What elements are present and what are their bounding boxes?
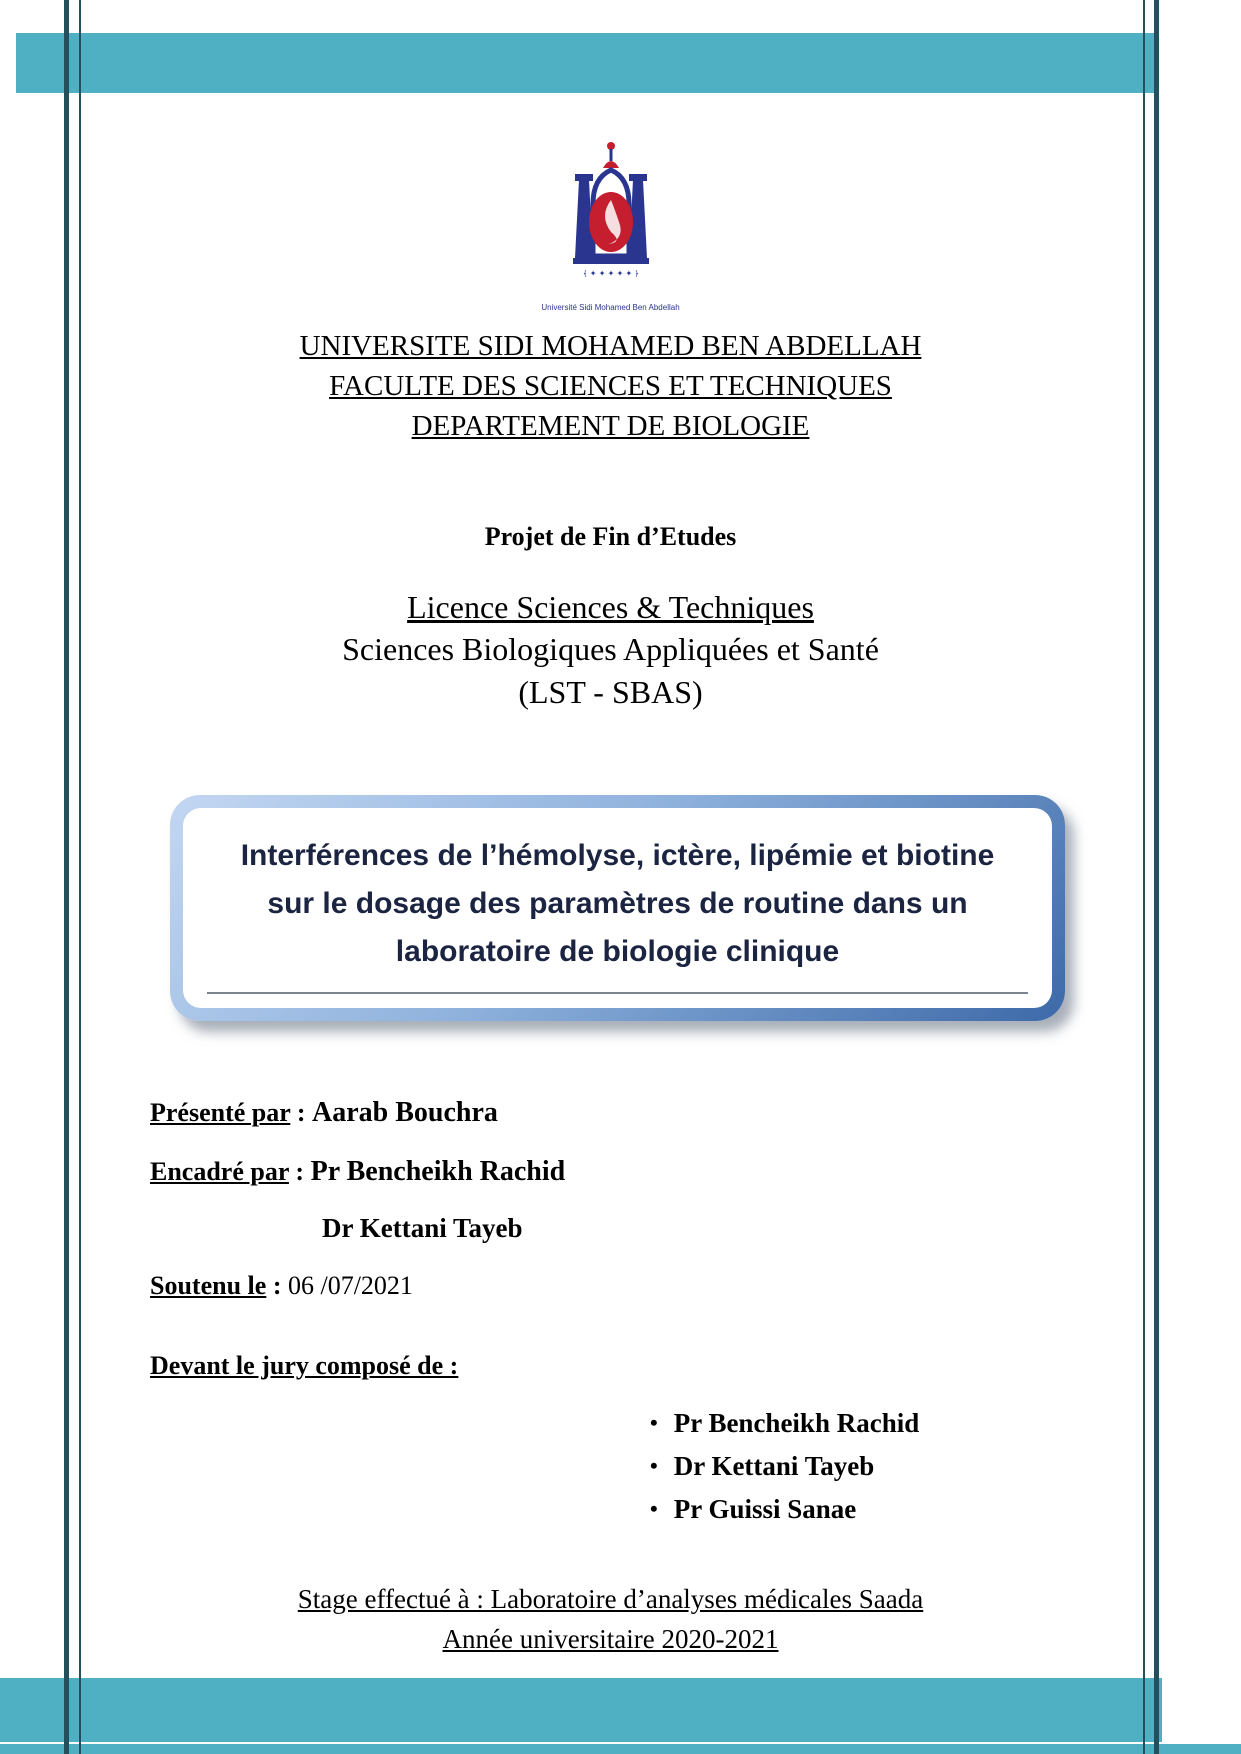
degree-speciality: Sciences Biologiques Appliquées et Santé bbox=[342, 631, 879, 668]
supervised-by-colon: : bbox=[288, 1156, 311, 1186]
jury-member-3: Pr Guissi Sanae bbox=[673, 1493, 857, 1524]
degree-abbreviation: (LST - SBAS) bbox=[518, 673, 703, 710]
university-emblem-icon bbox=[545, 138, 677, 296]
info-rows bbox=[90, 1097, 1131, 1525]
footer-lines bbox=[90, 1579, 1131, 1660]
thesis-title-line-3: laboratoire de biologie clinique bbox=[395, 934, 840, 968]
university-name: UNIVERSITE SIDI MOHAMED BEN ABDELLAH bbox=[299, 330, 922, 362]
presented-by-value: Aarab Bouchra bbox=[311, 1096, 498, 1128]
jury-heading-row bbox=[90, 1351, 1131, 1381]
defended-on-label: Soutenu le bbox=[150, 1270, 267, 1300]
thesis-title-box-inner bbox=[183, 808, 1052, 1008]
presented-by-row bbox=[90, 1097, 1131, 1129]
supervisor-1: Pr Bencheikh Rachid bbox=[310, 1155, 566, 1187]
jury-member-row bbox=[650, 1408, 1131, 1439]
bullet-icon: • bbox=[650, 1495, 658, 1521]
right-border-line-inner bbox=[1143, 0, 1145, 1754]
defended-on-colon: : bbox=[266, 1270, 288, 1300]
thesis-title-line-2: sur le dosage des paramètres de routine dans un bbox=[267, 886, 968, 920]
jury-member-row bbox=[650, 1451, 1131, 1482]
supervised-by-row bbox=[90, 1156, 1131, 1188]
university-headings bbox=[90, 326, 1131, 446]
project-type-label: Projet de Fin d’Etudes bbox=[484, 522, 737, 552]
jury-member-1: Pr Bencheikh Rachid bbox=[673, 1407, 920, 1438]
left-border-line-inner bbox=[79, 0, 81, 1754]
supervised-by-label: Encadré par bbox=[150, 1156, 289, 1186]
academic-year: Année universitaire 2020-2021 bbox=[442, 1624, 779, 1655]
internship-location: Stage effectué à : Laboratoire d’analyses médicales Saada bbox=[297, 1583, 924, 1614]
jury-list bbox=[90, 1408, 1131, 1525]
jury-member-2: Dr Kettani Tayeb bbox=[673, 1450, 875, 1481]
presented-by-colon: : bbox=[290, 1097, 312, 1127]
department-name: DEPARTEMENT DE BIOLOGIE bbox=[411, 410, 810, 443]
thesis-title bbox=[207, 832, 1028, 976]
jury-heading: Devant le jury composé de : bbox=[150, 1350, 459, 1380]
svg-text:﴾ ✦ ✦ ✦ ✦ ✦ ﴿: ﴾ ✦ ✦ ✦ ✦ ✦ ﴿ bbox=[582, 269, 639, 278]
defense-date: 06 /07/2021 bbox=[287, 1270, 413, 1300]
bottom-edge-band bbox=[0, 1744, 1241, 1754]
degree-title: Licence Sciences & Techniques bbox=[407, 589, 814, 626]
degree-block bbox=[90, 586, 1131, 713]
bottom-border-band bbox=[0, 1678, 1162, 1742]
presented-by-label: Présenté par bbox=[150, 1097, 291, 1127]
jury-member-row bbox=[650, 1494, 1131, 1525]
faculty-name: FACULTE DES SCIENCES ET TECHNIQUES bbox=[329, 370, 892, 403]
left-border-line-outer bbox=[64, 0, 69, 1754]
bullet-icon: • bbox=[650, 1409, 658, 1435]
thesis-title-line-1: Interférences de l’hémolyse, ictère, lipémie et biotine bbox=[240, 838, 995, 872]
title-box-rule bbox=[207, 992, 1028, 994]
supervisor-2: Dr Kettani Tayeb bbox=[322, 1212, 523, 1243]
defended-on-row bbox=[90, 1271, 1131, 1301]
thesis-title-box bbox=[170, 795, 1065, 1021]
logo-caption: Université Sidi Mohamed Ben Abdellah bbox=[541, 303, 680, 312]
university-logo bbox=[90, 138, 1131, 312]
bullet-icon: • bbox=[650, 1452, 658, 1478]
right-border-line-outer bbox=[1154, 0, 1159, 1754]
